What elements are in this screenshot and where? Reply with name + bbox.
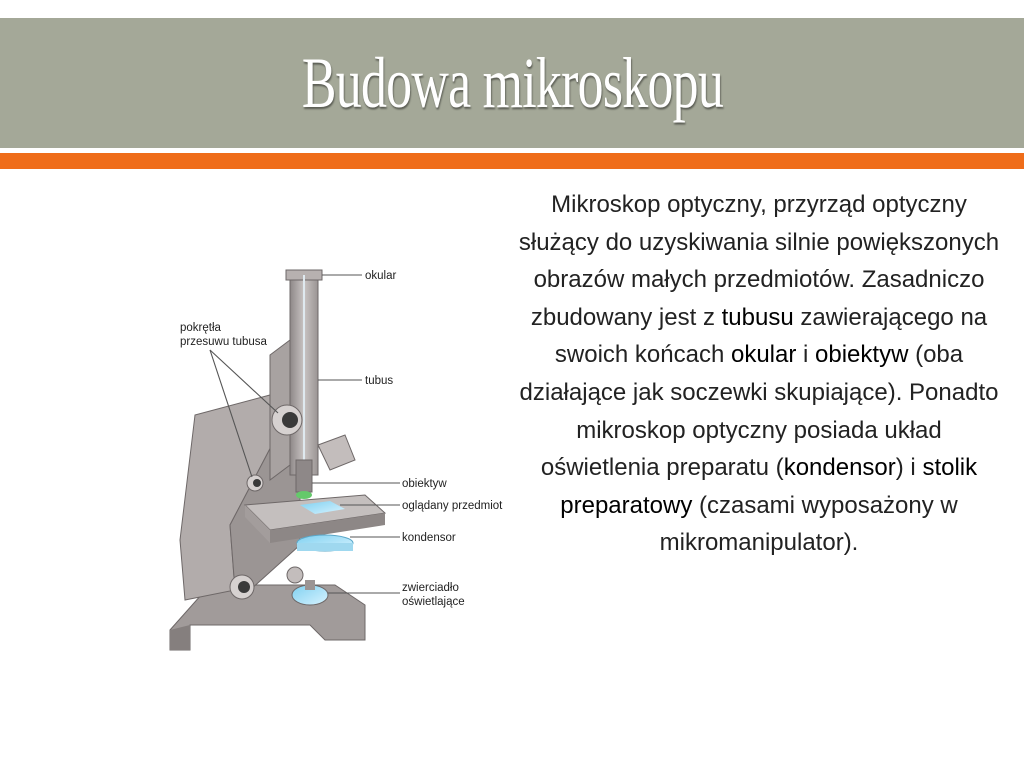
- label-obiektyw: obiektyw: [402, 478, 447, 490]
- microscope-diagram: [150, 255, 525, 685]
- label-pokretla-2: przesuwu tubusa: [180, 336, 267, 348]
- label-kondensor: kondensor: [402, 532, 456, 544]
- term-kondensor: kondensor: [783, 454, 896, 482]
- label-zwierciadlo-1: zwierciadło: [402, 582, 459, 594]
- term-obiektyw: obiektyw: [815, 341, 909, 369]
- text-run: zawierającego na swoich końcach: [554, 303, 988, 369]
- body-paragraph: [518, 186, 1000, 562]
- mirror: [292, 580, 328, 605]
- term-stolik: stolik preparatowy: [560, 454, 978, 519]
- condenser: [297, 535, 353, 551]
- text-run: ) i: [895, 454, 923, 482]
- slide-title: Budowa mikroskopu: [301, 42, 723, 123]
- tube: [270, 270, 355, 499]
- label-okular: okular: [365, 270, 397, 282]
- term-tubus: tubusu: [721, 303, 794, 331]
- text-run: (oba działające jak soczewki skupiające). Ponadto mikroskop optyczny posiada układ oświetlenia preparatu (: [519, 341, 999, 482]
- text-run: Mikroskop optyczny, przyrząd optyczny służący do uzyskiwania silnie powiększonych obrazów małych przedmiotów. Zasadniczo zbudowany jest z: [518, 191, 1000, 331]
- title-container: [0, 18, 1024, 148]
- label-ogladany: oglądany przedmiot: [402, 500, 503, 512]
- text-run: (czasami wyposażony w mikromanipulator).: [659, 491, 958, 557]
- label-tubus: tubus: [365, 375, 394, 387]
- accent-bar: [0, 153, 1024, 169]
- label-pokretla-1: pokrętła: [180, 322, 221, 334]
- text-run: i: [796, 341, 816, 369]
- term-okular: okular: [730, 341, 797, 369]
- label-zwierciadlo-2: oświetlające: [402, 596, 465, 608]
- objective-lens: [296, 491, 312, 499]
